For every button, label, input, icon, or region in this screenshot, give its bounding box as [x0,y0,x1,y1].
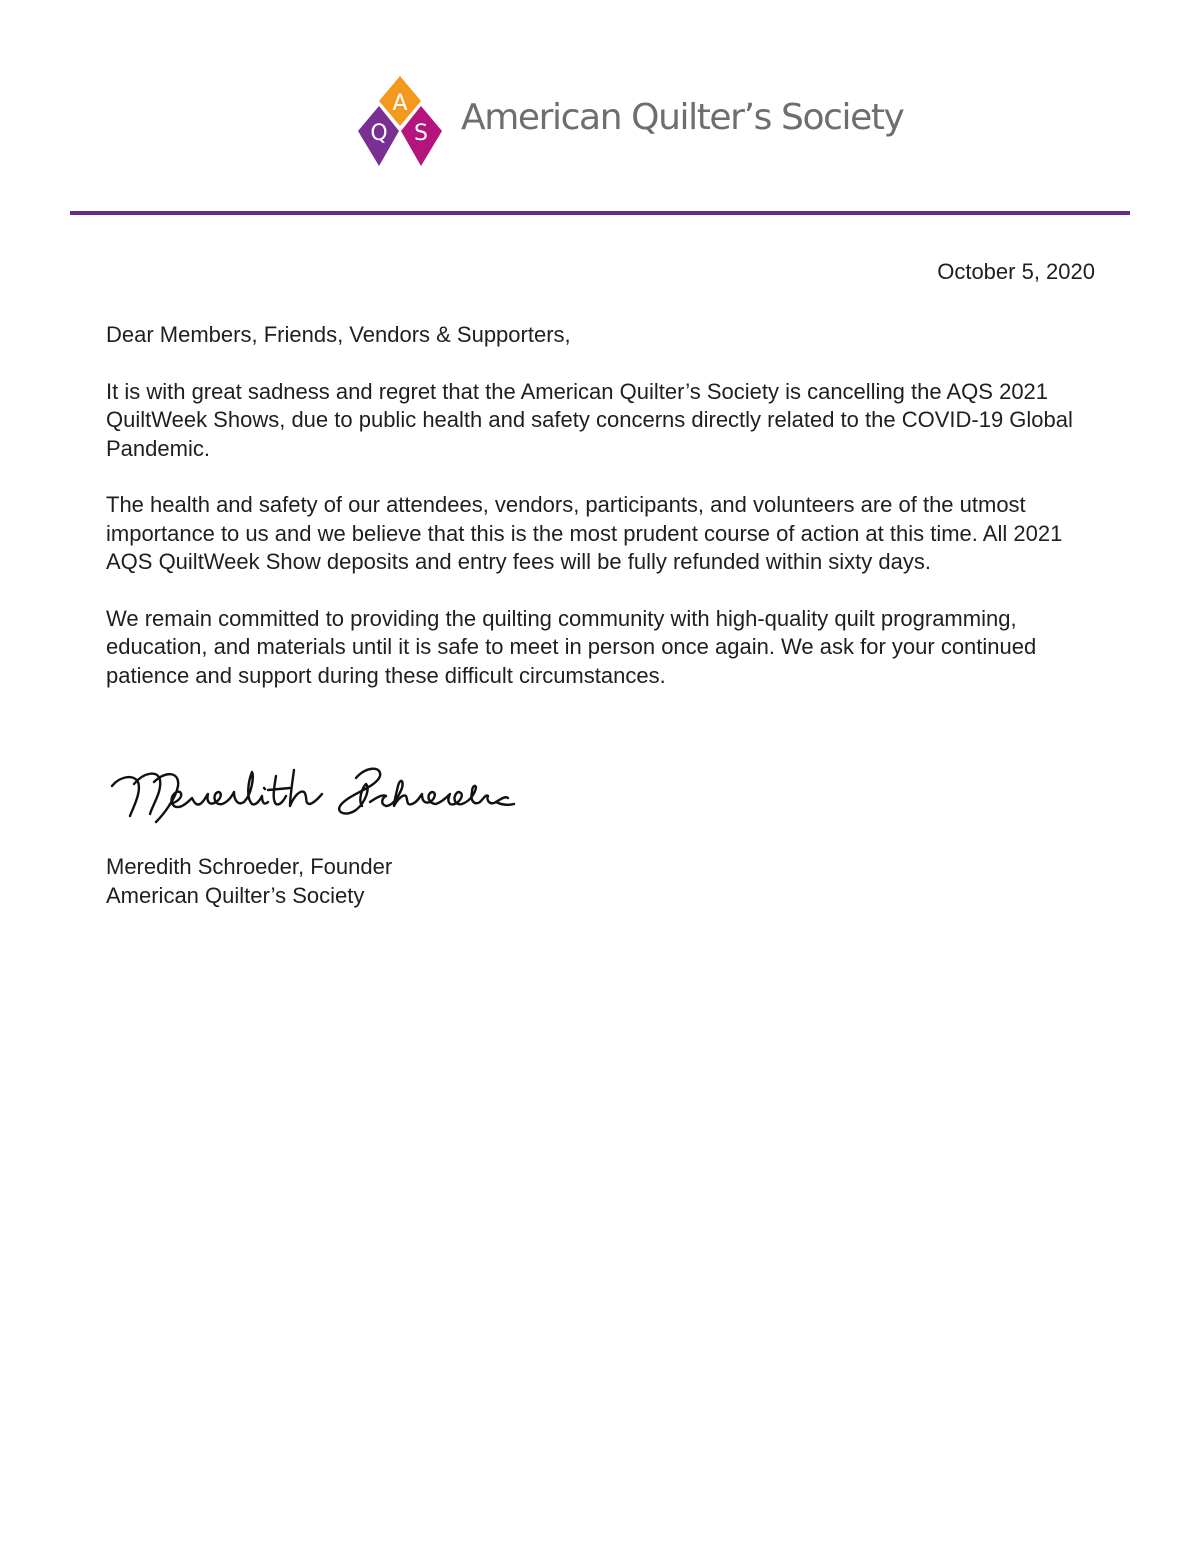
letter-body [106,321,1096,718]
letterhead [0,0,1200,216]
body-paragraph: We remain committed to providing the quilting community with high-quality quilt programming, education, and materials until it is safe to meet in person once again. We ask for your continued patience and support during these difficult circumstances. [106,605,1037,688]
body-paragraph: It is with great sadness and regret that the American Quilter’s Society is cancelling the AQS 2021 QuiltWeek Shows, due to public health and safety concerns directly related to the COVID-19 Global Pandemic. [106,378,1073,461]
logo-letter-a: A [392,91,408,116]
signature-block [106,853,392,910]
letter-date: October 5, 2020 [937,259,1095,284]
signer-organization: American Quilter’s Society [106,882,365,908]
signer-name-title: Meredith Schroeder, Founder [106,854,393,879]
logo-letter-q: Q [370,121,388,146]
logo-letter-s: S [414,121,428,146]
handwritten-signature [104,758,524,838]
header-divider [70,211,1130,215]
organization-name: American Quilter’s Society [461,97,904,138]
body-paragraph: The health and safety of our attendees, vendors, participants, and volunteers are of the utmost importance to us and we believe that this is the most prudent course of action at this time. All 2021 AQS QuiltWeek Show deposits and entry fees will be fully refunded within sixty days. [106,492,1063,574]
aqs-logo-icon [355,74,445,170]
salutation: Dear Members, Friends, Vendors & Supporters, [106,322,571,347]
